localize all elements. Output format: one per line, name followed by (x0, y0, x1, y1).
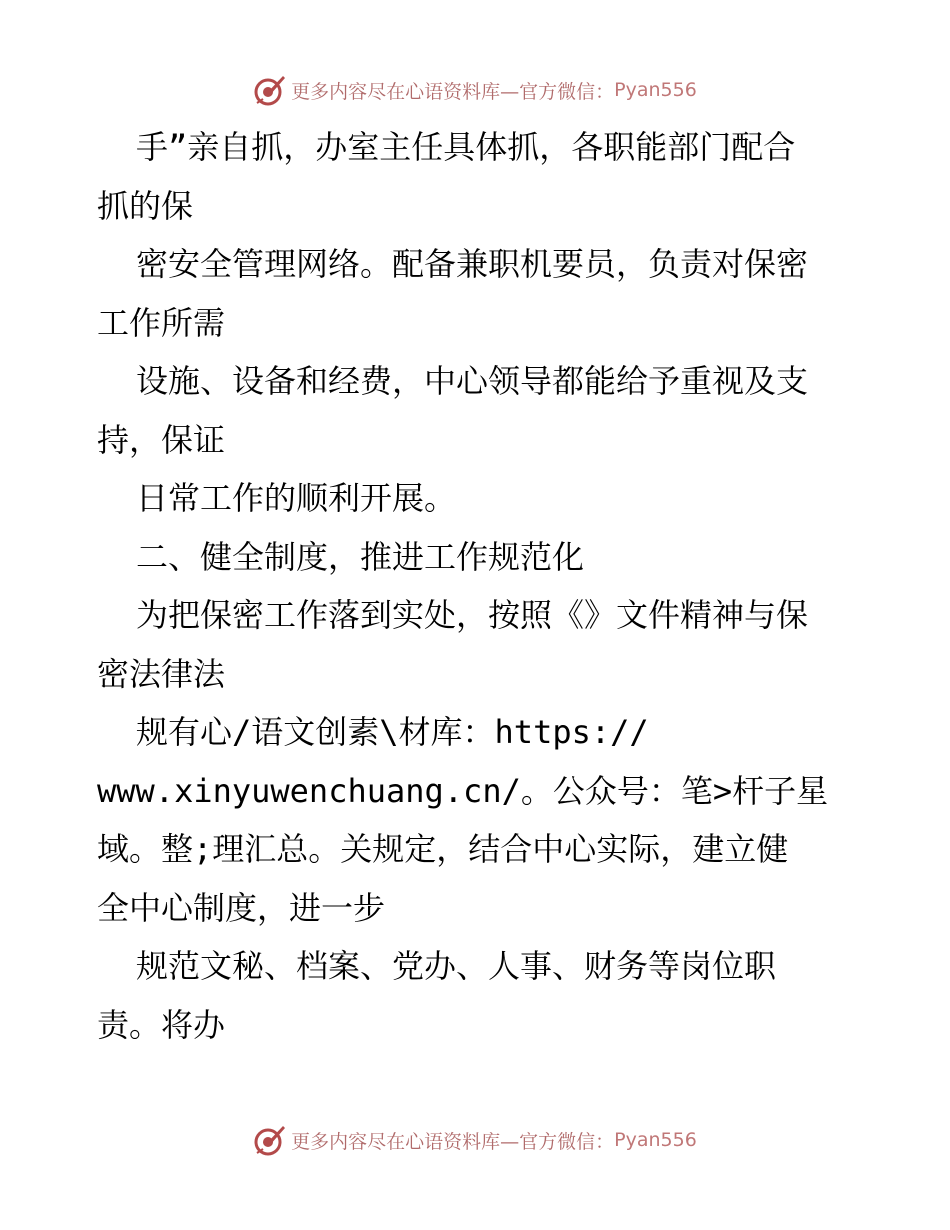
body-line: 密安全管理网络。配备兼职机要员，负责对保密 (136, 245, 809, 283)
body-line: 域。整;理汇总。关规定，结合中心实际，建立健 (97, 830, 789, 868)
body-line: 手”亲自抓，办室主任具体抓，各职能部门配合 (136, 128, 796, 166)
body-line: 规范文秘、档案、党办、人事、财务等岗位职 (136, 947, 777, 985)
body-line: 工作所需 (97, 303, 226, 342)
body-line: 为把保密工作落到实处，按照《》文件精神与保 (136, 596, 809, 634)
body-line: 责。将办 (97, 1005, 226, 1044)
header-watermark-banner (0, 70, 950, 110)
header-banner-contact: Pyan556 (614, 79, 697, 101)
document-body (97, 118, 857, 1054)
body-line: 抓的保 (97, 186, 194, 225)
header-banner-text: 更多内容尽在心语资料库—官方微信： (291, 80, 615, 103)
body-line: www.xinyuwenchuang.cn/。公众号：笔>杆子星 (97, 771, 829, 810)
footer-watermark-banner (0, 1120, 950, 1160)
body-line: 日常工作的顺利开展。 (136, 479, 457, 517)
footer-banner-text: 更多内容尽在心语资料库—官方微信： (291, 1130, 615, 1153)
body-line: 密法律法 (97, 654, 226, 693)
quill-pen-logo-icon (253, 73, 287, 107)
section-heading: 二、健全制度，推进工作规范化 (136, 537, 585, 576)
body-line: 设施、设备和经费，中心领导都能给予重视及支 (136, 362, 809, 400)
quill-pen-logo-icon (253, 1123, 287, 1157)
body-line: 持，保证 (97, 420, 226, 459)
body-line: 全中心制度，进一步 (97, 888, 386, 927)
body-line: 规有心/语文创素\材库：https:// (136, 713, 649, 751)
footer-banner-contact: Pyan556 (614, 1129, 697, 1151)
